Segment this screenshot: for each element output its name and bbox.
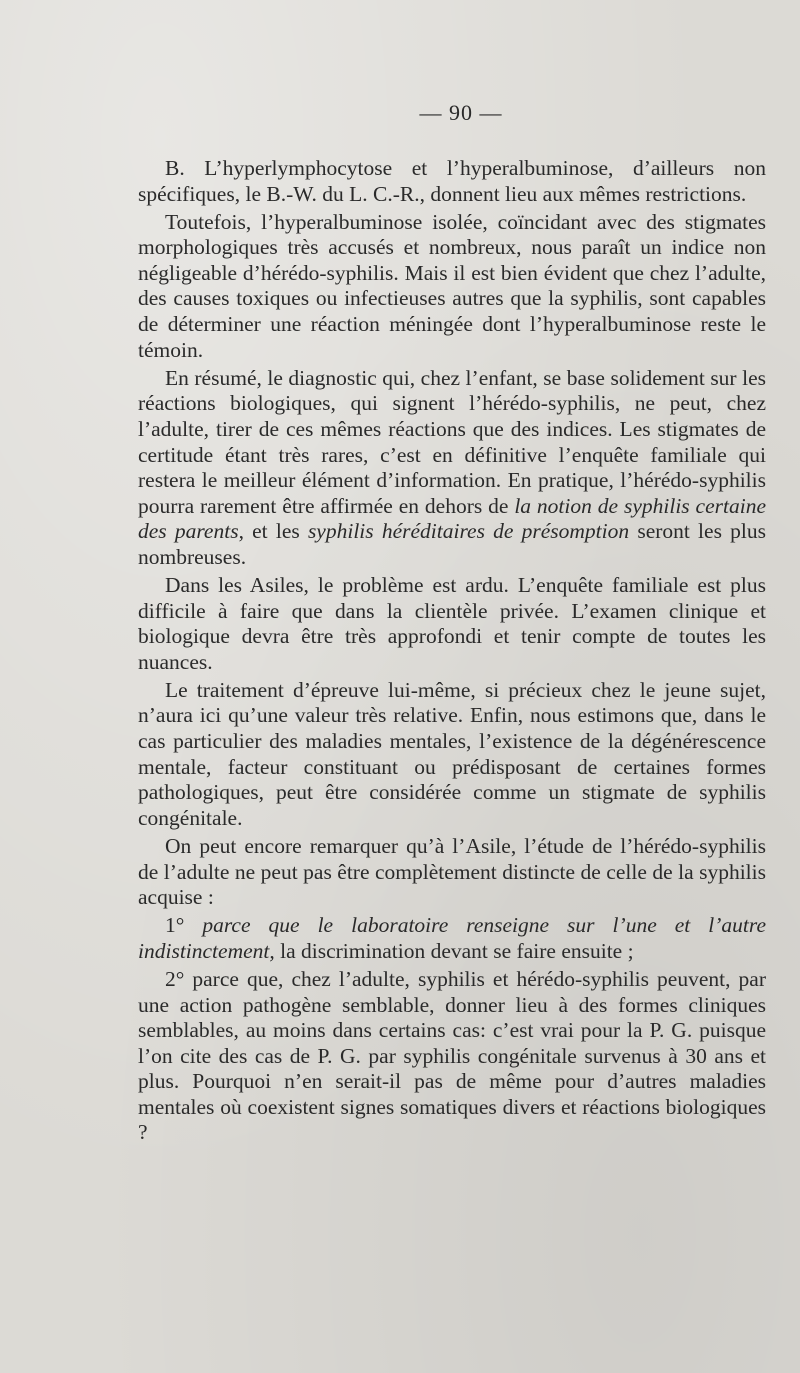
text-segment: Le traitement d’épreuve lui-même, si précieux chez le jeune sujet, n’aura ici qu’une valeur très relative. Enfin, nous estimons que, dans le cas particulier des maladies mentales, l’existence de la dégénérescence mentale, facteur constituant ou prédisposant de certaines formes pathologiques, peut être considérée comme un stigmate de syphilis congénitale.	[138, 677, 766, 830]
paragraph-8	[138, 967, 766, 1146]
text-segment: Toutefois, l’hyperalbuminose isolée, coïncidant avec des stigmates morphologiques très accusés et nombreux, nous paraît un indice non négligeable d’hérédo-syphilis. Mais il est bien évident que chez l’adulte, des causes toxiques ou infectieuses autres que la syphilis, sont capables de déterminer une réaction méningée dont l’hyperalbuminose reste le témoin.	[138, 209, 766, 362]
paragraph-4	[138, 573, 766, 675]
paragraph-7	[138, 913, 766, 964]
paragraph-2	[138, 210, 766, 364]
text-segment: , et les	[238, 519, 308, 544]
paragraph-1	[138, 156, 766, 207]
italic-segment: la notion de syphilis certaine des parents	[138, 493, 766, 544]
italic-segment: syphilis héréditaires de présomption	[307, 519, 630, 544]
paragraph-5	[138, 678, 766, 832]
text-segment: seront les plus nombreuses.	[138, 519, 766, 569]
italic-segment: parce que le laboratoire renseigne sur l’une et l’autre indistinctement,	[138, 913, 766, 963]
paragraph-6	[138, 834, 766, 911]
body-text	[138, 156, 766, 1146]
text-segment: En résumé, le diagnostic qui, chez l’enfant, se base solidement sur les réactions biologiques, qui signent l’hérédo-syphilis, ne peut, chez l’adulte, tirer de ces mêmes réactions que des indices. Les stigmates de certitude étant très rares, c’est en définitive l’enquête familiale qui restera le meilleur élément d’information. En pratique, l’hérédo-syphilis pourra rarement être affirmée en dehors de	[138, 365, 766, 518]
page-number: — 90 —	[419, 100, 503, 125]
text-segment: 1°	[165, 913, 203, 938]
text-segment: la discrimination devant se faire ensuite ;	[274, 938, 634, 963]
paragraph-3	[138, 366, 766, 571]
text-segment: B. L’hyperlymphocytose et l’hyperalbuminose, d’ailleurs non spécifiques, le B.-W. du L. C.-R., donnent lieu aux mêmes restrictions.	[138, 156, 766, 206]
text-segment: 2° parce que, chez l’adulte, syphilis et hérédo-syphilis peuvent, par une action pathogène semblable, donner lieu à des formes cliniques semblables, au moins dans certains cas: c’est vrai pour la P. G. puisque l’on cite des cas de P. G. par syphilis congénitale survenus à 30 ans et plus. Pourquoi n’en serait-il pas de même pour d’autres maladies mentales où coexistent signes somatiques divers et réactions biologiques ?	[138, 966, 766, 1145]
text-segment: Dans les Asiles, le problème est ardu. L’enquête familiale est plus difficile à faire que dans la clientèle privée. L’examen clinique et biologique devra être très approfondi et tenir compte de toutes les nuances.	[138, 573, 766, 674]
text-segment: On peut encore remarquer qu’à l’Asile, l’étude de l’hérédo-syphilis de l’adulte ne peut pas être complètement distincte de celle de la syphilis acquise :	[138, 833, 766, 910]
